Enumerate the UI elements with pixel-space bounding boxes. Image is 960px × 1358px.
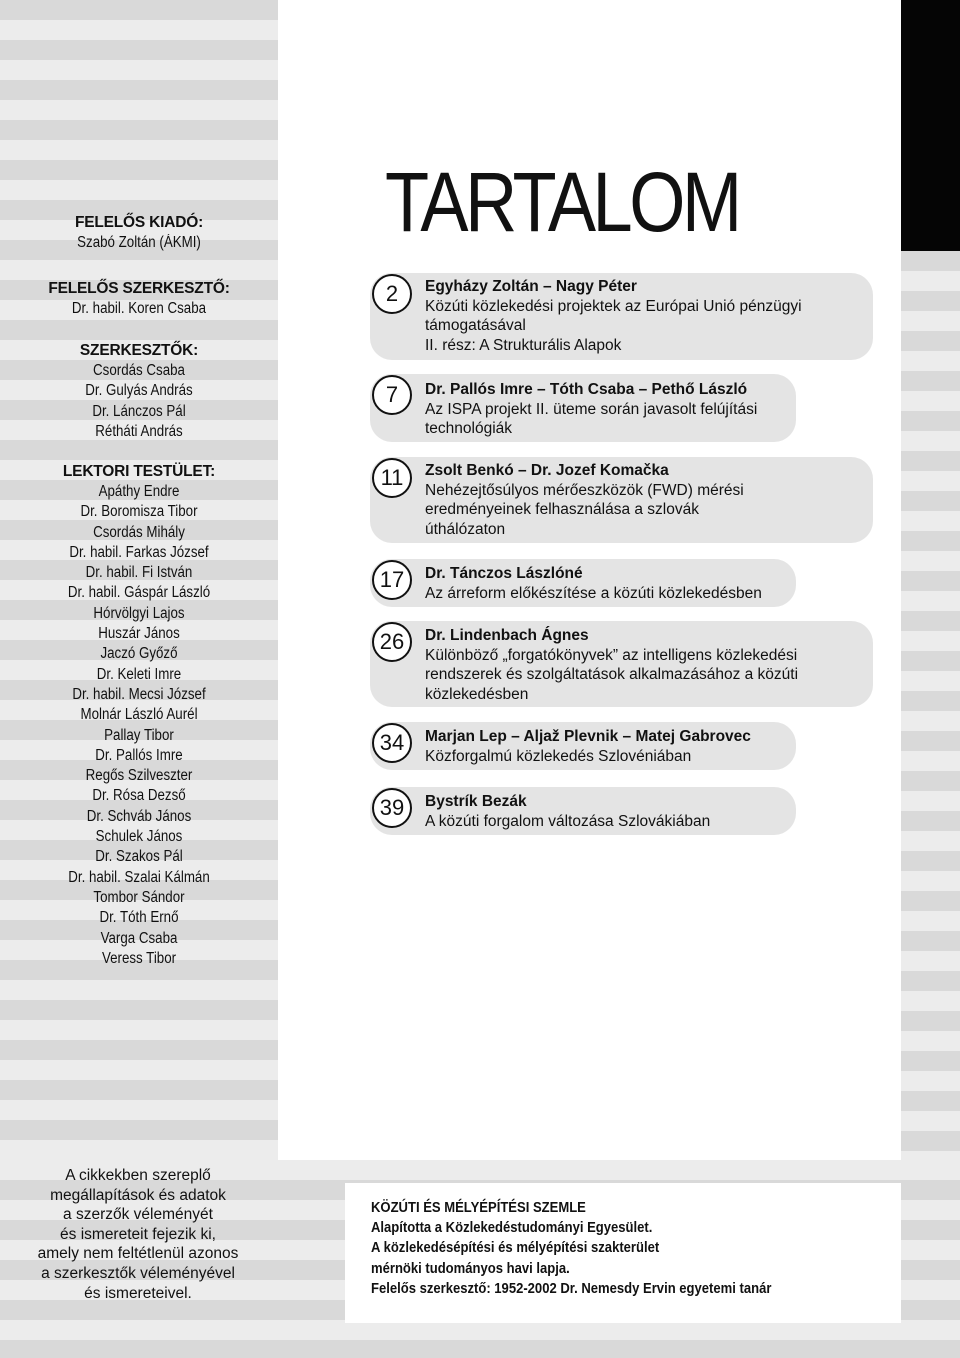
toc-article-title: A közúti forgalom változása Szlovákiában [425, 812, 711, 830]
toc-article-title: II. rész: A Strukturális Alapok [425, 336, 622, 354]
board-member: Jaczó Győző [100, 645, 178, 663]
toc-entry[interactable] [425, 564, 762, 603]
masthead-publisher [0, 212, 278, 253]
editor-name: Csordás Csaba [93, 362, 185, 379]
board-member: Veress Tibor [101, 949, 177, 967]
toc-authors: Zsolt Benkó – Dr. Jozef Komačka [425, 462, 669, 479]
toc-entry[interactable] [425, 792, 710, 831]
toc-authors: Dr. Tánczos Lászlóné [425, 565, 583, 582]
toc-article-title: Az árreform előkészítése a közúti közlekedésben [425, 584, 762, 602]
board-member: Dr. habil. Szalai Kálmán [68, 868, 210, 886]
board-member: Dr. habil. Farkas József [69, 543, 209, 561]
editor-in-chief-name: Dr. habil. Koren Csaba [71, 300, 207, 317]
board-member: Csordás Mihály [93, 523, 185, 541]
toc-article-title: Közforgalmú közlekedés Szlovéniában [425, 747, 692, 765]
board-member: Dr. Pallós Imre [95, 746, 183, 764]
colophon-line: Felelős szerkesztő: 1952-2002 Dr. Nemesdy Ervin egyetemi tanár [371, 1280, 772, 1297]
toc-entry[interactable] [425, 626, 798, 704]
disclaimer-line: a szerzők véleményét [63, 1206, 213, 1224]
toc-page-number: 11 [372, 458, 412, 498]
toc-article-title: úthálózaton [425, 520, 506, 538]
toc-entry[interactable] [425, 277, 802, 355]
board-member: Dr. Tóth Ernő [99, 909, 179, 927]
editors-label: SZERKESZTŐK: [79, 342, 199, 359]
toc-entry[interactable] [425, 727, 751, 766]
board-member: Dr. habil. Mecsi József [72, 685, 206, 703]
publisher-label: FELELŐS KIADÓ: [74, 214, 204, 231]
board-member: Dr. Schváb János [86, 807, 192, 825]
toc-article-title: Az ISPA projekt II. üteme során javasolt felújítási [425, 400, 758, 418]
toc-authors: Dr. Lindenbach Ágnes [425, 627, 589, 644]
toc-entry[interactable] [425, 380, 757, 439]
toc-authors: Egyházy Zoltán – Nagy Péter [425, 278, 637, 295]
disclaimer-line: amely nem feltétlenül azonos [37, 1245, 239, 1263]
toc-page-number: 26 [372, 622, 412, 662]
toc-article-title: rendszerek és szolgáltatások alkalmazásához a közúti [425, 666, 799, 683]
toc-article-title: Nehézejtősúlyos mérőeszközök (FWD) mérési [425, 481, 744, 499]
masthead-editor-in-chief [0, 278, 278, 319]
board-member: Pallay Tibor [104, 726, 174, 744]
board-member: Schulek János [95, 828, 183, 846]
disclaimer-line: A cikkekben szereplő [65, 1167, 211, 1184]
board-member: Dr. habil. Fi István [85, 564, 193, 582]
board-member: Dr. Boromisza Tibor [80, 503, 198, 521]
board-member: Dr. Szakos Pál [95, 848, 183, 866]
colophon-line: Alapította a Közlekedéstudományi Egyesület. [371, 1220, 653, 1237]
colophon-line: mérnöki tudományos havi lapja. [371, 1260, 570, 1277]
toc-entry[interactable] [425, 461, 744, 539]
toc-page-number: 39 [372, 788, 412, 828]
board-member: Dr. Rósa Dezső [92, 787, 186, 805]
colophon-line: A közlekedésépítési és mélyépítési szakterület [371, 1240, 660, 1257]
editor-name: Rétháti András [95, 422, 183, 440]
disclaimer [18, 1166, 258, 1303]
board-member: Dr. habil. Gáspár László [67, 584, 211, 602]
toc-article-title: támogatásával [425, 317, 526, 334]
editor-in-chief-label: FELELŐS SZERKESZTŐ: [48, 280, 230, 297]
toc-authors: Marjan Lep – Aljaž Plevnik – Matej Gabrovec [425, 728, 751, 745]
toc-article-title: technológiák [425, 420, 513, 437]
corner-black-block [901, 0, 960, 251]
disclaimer-line: megállapítások és adatok [50, 1186, 226, 1204]
board-member: Apáthy Endre [98, 483, 180, 500]
toc-article-title: Különböző „forgatókönyvek” az intelligens közlekedési [425, 646, 798, 664]
board-member: Tombor Sándor [93, 888, 185, 906]
board-member: Hórvölgyi Lajos [93, 604, 185, 622]
toc-page-number: 2 [372, 274, 412, 314]
toc-page-number: 34 [372, 723, 412, 763]
disclaimer-line: és ismereteit fejezik ki, [60, 1225, 216, 1243]
disclaimer-line: a szerkesztők véleményével [41, 1264, 235, 1282]
board-member: Varga Csaba [100, 929, 178, 947]
masthead-editors [0, 340, 278, 442]
board-member: Huszár János [98, 625, 180, 643]
publisher-name: Szabó Zoltán (ÁKMI) [77, 234, 201, 251]
board-member: Regős Szilveszter [85, 767, 193, 785]
toc-article-title: eredményeinek felhasználása a szlovák [425, 501, 699, 518]
toc-authors: Dr. Pallós Imre – Tóth Csaba – Pethő László [425, 381, 748, 398]
editor-name: Dr. Lánczos Pál [92, 402, 186, 420]
disclaimer-line: és ismereteivel. [84, 1284, 192, 1302]
board-member: Dr. Keleti Imre [96, 665, 182, 683]
toc-page-number: 7 [372, 375, 412, 415]
board-member: Molnár László Aurél [80, 706, 198, 724]
review-board-label: LEKTORI TESTÜLET: [62, 463, 216, 480]
journal-name: KÖZÚTI ÉS MÉLYÉPÍTÉSI SZEMLE [371, 1200, 586, 1216]
toc-authors: Bystrík Bezák [425, 793, 527, 810]
masthead-review-board [0, 461, 278, 969]
colophon [371, 1198, 771, 1299]
toc-article-title: közlekedésben [425, 685, 529, 703]
editor-name: Dr. Gulyás András [85, 382, 193, 400]
page-title: TARTALOM [385, 155, 739, 249]
toc-article-title: Közúti közlekedési projektek az Európai Unió pénzügyi [425, 297, 802, 315]
toc-page-number: 17 [372, 560, 412, 600]
